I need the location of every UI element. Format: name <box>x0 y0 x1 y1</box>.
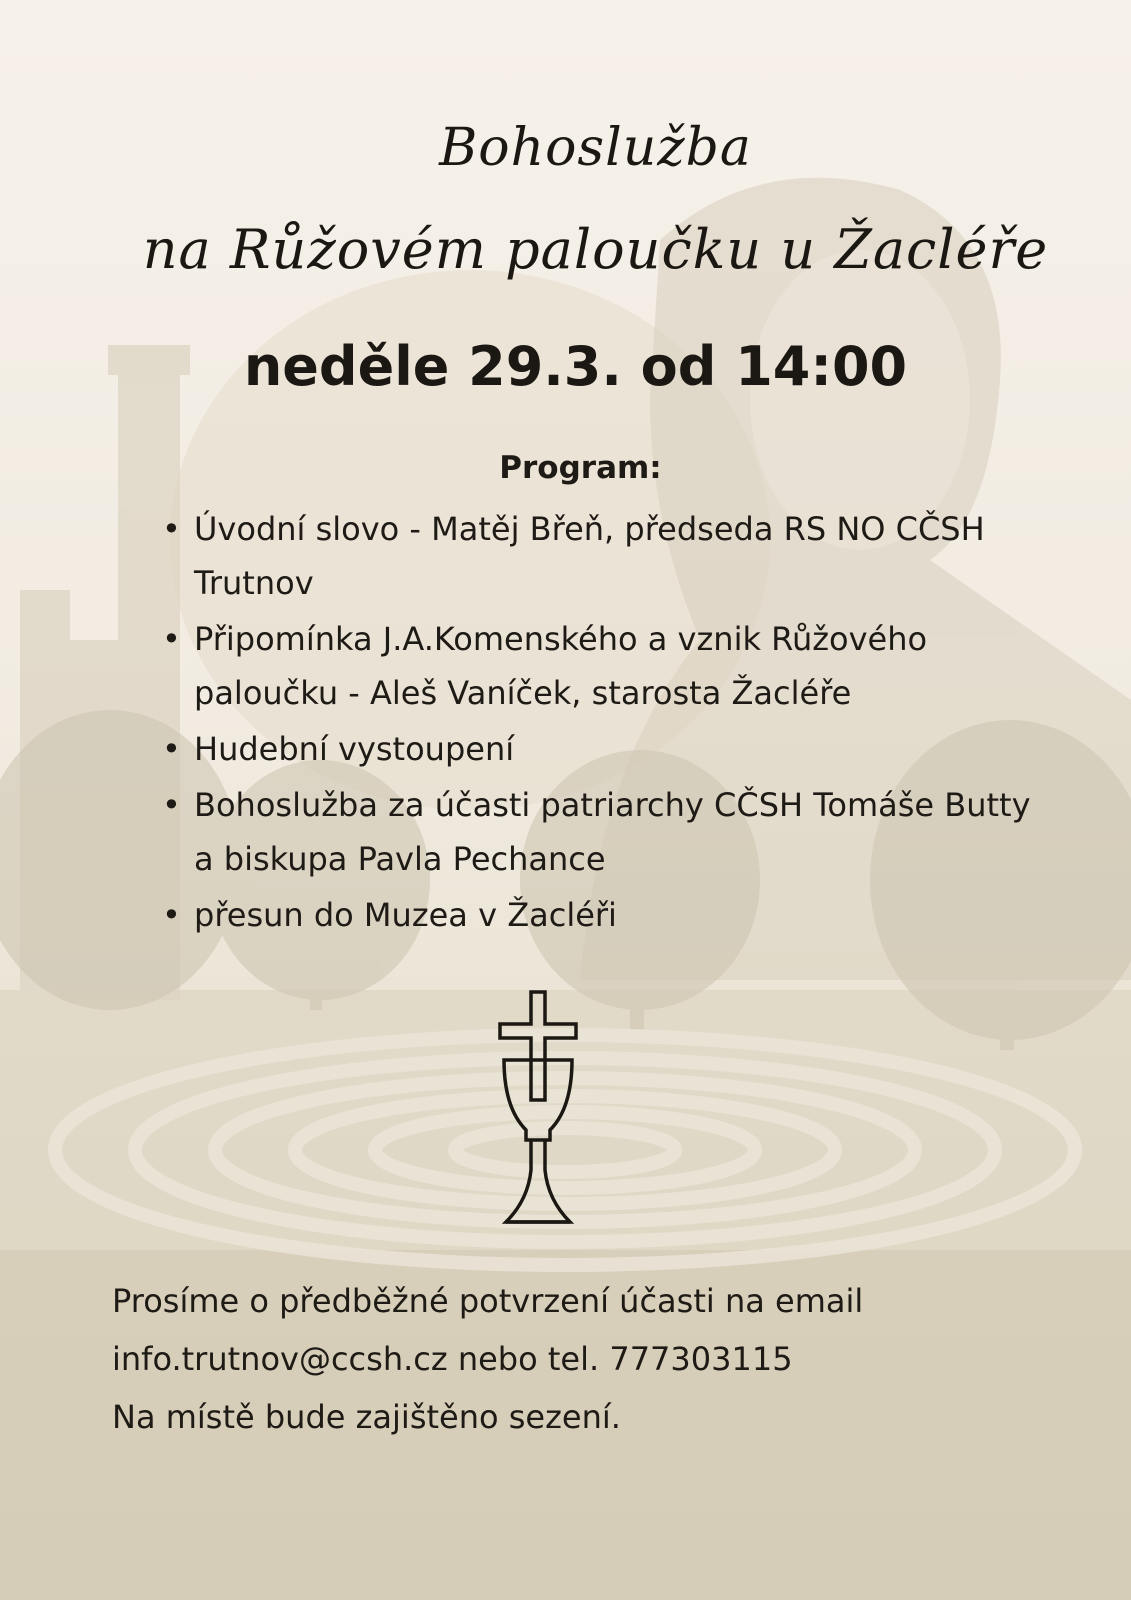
program-item <box>158 888 1038 942</box>
title-line-2: na Růžovém paloučku u Žacléře <box>142 218 1049 281</box>
program-item-text: Úvodní slovo - Matěj Břeň, předseda RS NO CČSH Trutnov <box>194 510 985 602</box>
program-list <box>158 502 1038 944</box>
footer-line-3: Na místě bude zajištěno sezení. <box>112 1398 621 1436</box>
bullet-icon: • <box>162 510 181 548</box>
footer-notice <box>112 1272 1072 1446</box>
program-heading: Program: <box>499 450 662 486</box>
bullet-icon: • <box>162 786 181 824</box>
chalice-cross-icon <box>498 990 578 1228</box>
program-item <box>158 722 1038 776</box>
footer-line-2: info.trutnov@ccsh.cz nebo tel. 777303115 <box>112 1340 793 1378</box>
program-item-text: Bohoslužba za účasti patriarchy CČSH Tomáše Butty a biskupa Pavla Pechance <box>194 786 1031 878</box>
program-item-text: přesun do Muzea v Žacléři <box>194 896 617 934</box>
bullet-icon: • <box>162 620 181 658</box>
program-item <box>158 612 1038 720</box>
bullet-icon: • <box>162 896 181 934</box>
program-item <box>158 778 1038 886</box>
footer-line-1: Prosíme o předběžné potvrzení účasti na email <box>112 1282 864 1320</box>
title-line-1: Bohoslužba <box>439 118 752 178</box>
bullet-icon: • <box>162 730 181 768</box>
program-item-text: Hudební vystoupení <box>194 730 515 768</box>
program-item <box>158 502 1038 610</box>
program-item-text: Připomínka J.A.Komenského a vznik Růžového paloučku - Aleš Vaníček, starosta Žacléře <box>194 620 928 712</box>
event-date: neděle 29.3. od 14:00 <box>243 335 908 398</box>
